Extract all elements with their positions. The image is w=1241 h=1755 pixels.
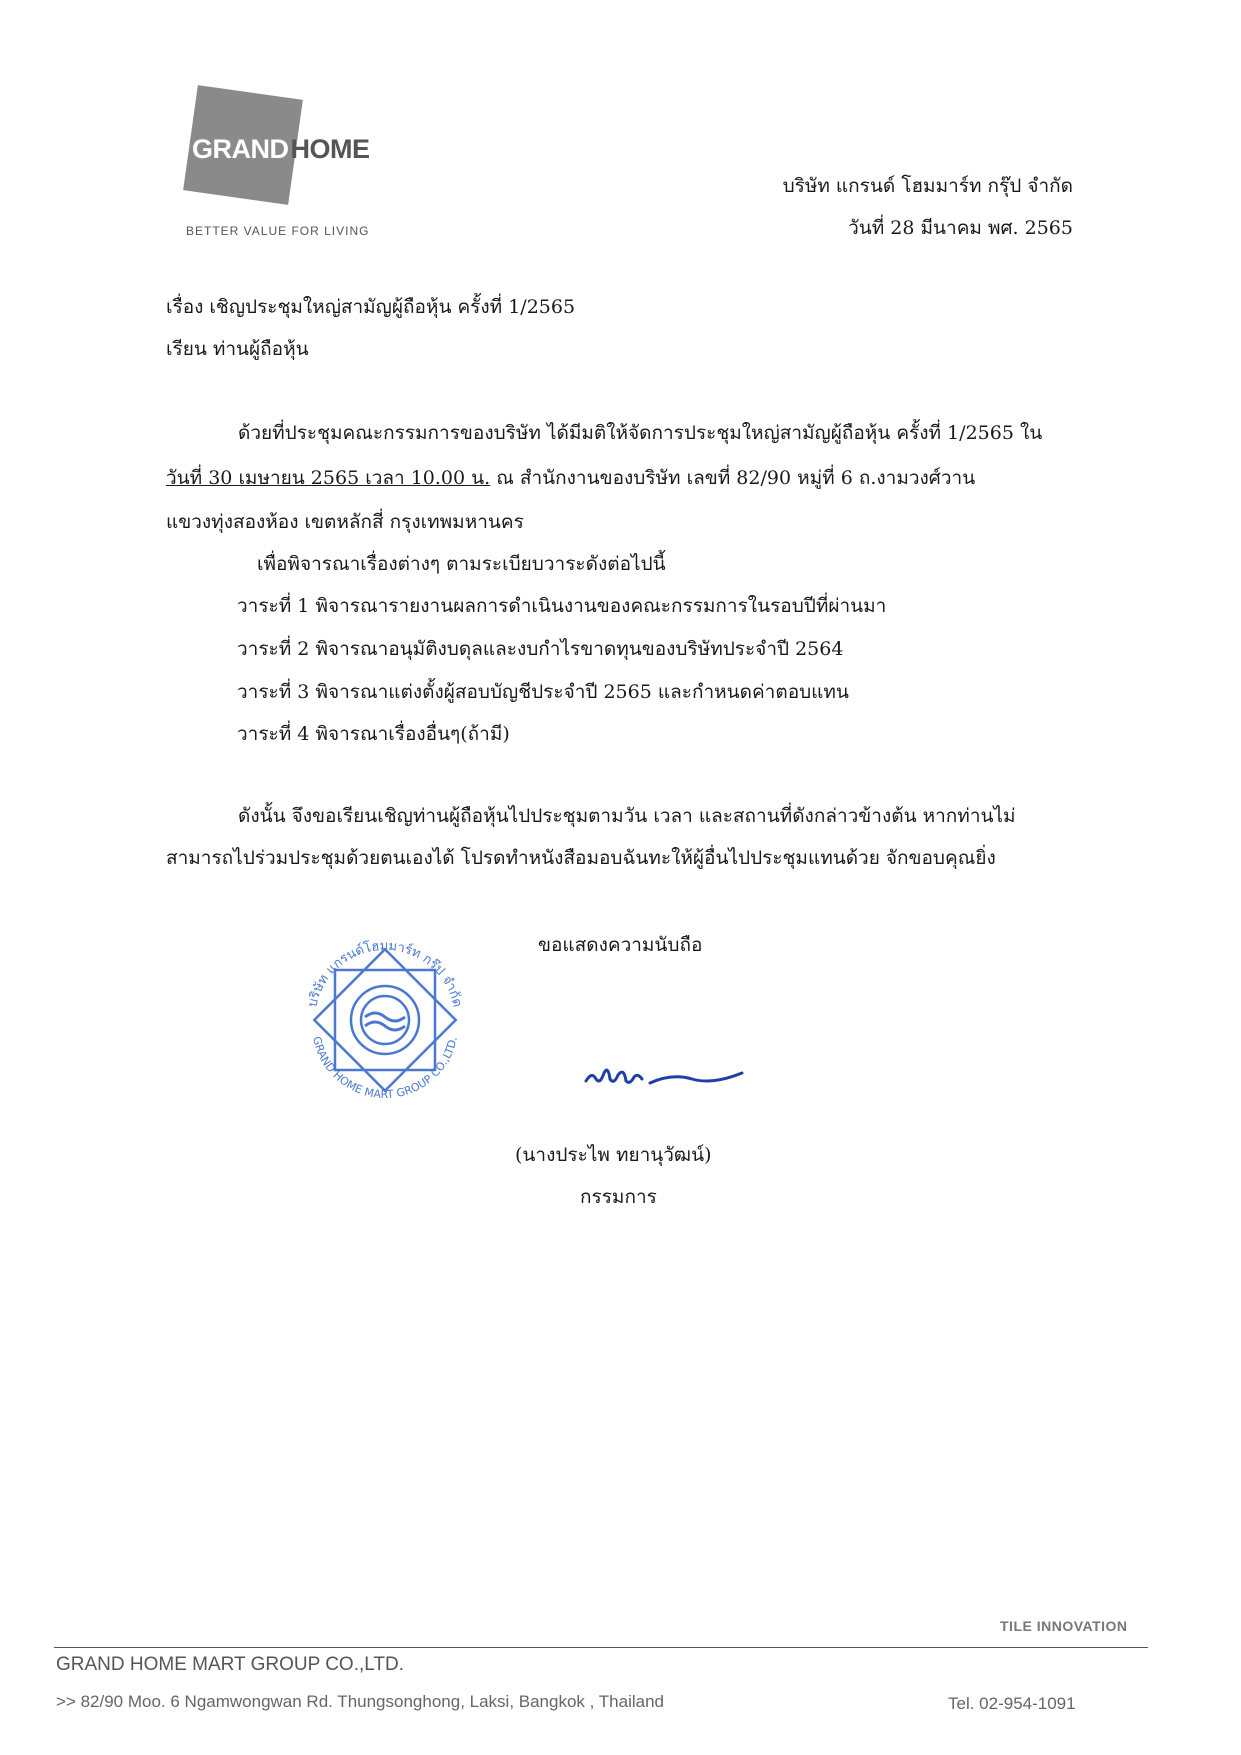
logo-wordmark	[192, 134, 370, 165]
agenda-item: วาระที่ 3 พิจารณาแต่งตั้งผู้สอบบัญชีประจำปี 2565 และกำหนดค่าตอบแทน	[237, 681, 849, 703]
agenda-intro: เพื่อพิจารณาเรื่องต่างๆ ตามระเบียบวาระดังต่อไปนี้	[257, 553, 666, 575]
body-para1-line1: ด้วยที่ประชุมคณะกรรมการของบริษัท ได้มีมติให้จัดการประชุมใหญ่สามัญผู้ถือหุ้น ครั้งที่ 1/2565 ใน	[238, 422, 1043, 444]
company-name-th: บริษัท แกรนด์ โฮมมาร์ท กรุ๊ป จำกัด	[782, 175, 1073, 197]
footer-address: >> 82/90 Moo. 6 Ngamwongwan Rd. Thungsonghong, Laksi, Bangkok , Thailand	[56, 1692, 664, 1711]
logo-word-grand: GRAND	[192, 134, 289, 164]
svg-text:GRAND HOME MART GROUP CO.,LTD.: GRAND HOME MART GROUP CO.,LTD.	[310, 1035, 460, 1102]
meeting-datetime: วันที่ 30 เมษายน 2565 เวลา 10.00 น.	[166, 467, 491, 489]
signer-title: กรรมการ	[580, 1186, 657, 1208]
footer-tile-innovation: TILE INNOVATION	[1000, 1618, 1128, 1634]
body-para1-line2	[166, 463, 975, 493]
letter-date: วันที่ 28 มีนาคม พศ. 2565	[848, 217, 1073, 239]
svg-text:บริษัท แกรนด์โฮมมาร์ท กรุ๊ป จำ: บริษัท แกรนด์โฮมมาร์ท กรุ๊ป จำกัด	[305, 938, 465, 1009]
body-para1-line3: แขวงทุ่งสองห้อง เขตหลักสี่ กรุงเทพมหานคร	[166, 511, 524, 533]
company-seal-stamp	[290, 925, 480, 1115]
footer-divider	[54, 1647, 1148, 1648]
footer-company-name: GRAND HOME MART GROUP CO.,LTD.	[56, 1654, 405, 1675]
meeting-location: ณ สำนักงานของบริษัท เลขที่ 82/90 หมู่ที่ 6 ถ.งามวงศ์วาน	[490, 467, 976, 489]
agenda-item: วาระที่ 1 พิจารณารายงานผลการดำเนินงานของคณะกรรมการในรอบปีที่ผ่านมา	[237, 595, 887, 617]
agenda-item: วาระที่ 2 พิจารณาอนุมัติงบดุลและงบกำไรขาดทุนของบริษัทประจำปี 2564	[237, 638, 844, 660]
handwritten-signature	[582, 1055, 752, 1095]
agenda-item: วาระที่ 4 พิจารณาเรื่องอื่นๆ(ถ้ามี)	[237, 723, 510, 745]
logo-tagline: BETTER VALUE FOR LIVING	[186, 224, 370, 238]
company-logo	[186, 88, 416, 248]
body-para2-line1: ดังนั้น จึงขอเรียนเชิญท่านผู้ถือหุ้นไปประชุมตามวัน เวลา และสถานที่ดังกล่าวข้างต้น หากท่านไม่	[238, 805, 1016, 827]
closing-regards: ขอแสดงความนับถือ	[538, 934, 703, 956]
logo-word-home: HOME	[290, 134, 370, 164]
body-para2-line2: สามารถไปร่วมประชุมด้วยตนเองได้ โปรดทำหนังสือมอบฉันทะให้ผู้อื่นไปประชุมแทนด้วย จักขอบคุณยิ่ง	[166, 847, 996, 869]
footer-telephone: Tel. 02-954-1091	[948, 1694, 1076, 1713]
letter-subject: เรื่อง เชิญประชุมใหญ่สามัญผู้ถือหุ้น ครั้งที่ 1/2565	[166, 296, 576, 318]
signer-name: (นางประไพ ทยานุวัฒน์)	[515, 1144, 712, 1166]
letter-recipient: เรียน ท่านผู้ถือหุ้น	[166, 338, 309, 360]
letter-header-right	[783, 165, 1073, 249]
